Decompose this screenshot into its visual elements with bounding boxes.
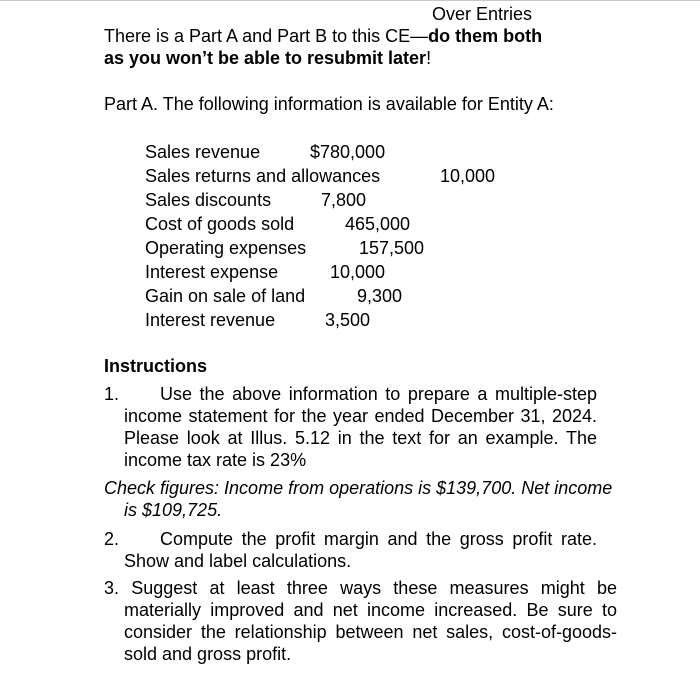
step-2-number: 2. bbox=[104, 529, 120, 549]
item-value: 10,000 bbox=[440, 166, 496, 186]
step-3-text: 3. Suggest at least three ways these measures might be materially improved and net income increased. Be sure to consider the relationship between net sales, cost-of-goods-sold and gross profit. bbox=[104, 578, 617, 664]
step-1-text: Use the above information to prepare a multiple-step income statement for the year ended December 31, 2024. Please look at Illus. 5.12 in the text for an example. The income tax rate is 23% bbox=[124, 384, 597, 470]
item-label: Gain on sale of land bbox=[145, 286, 306, 306]
item-label: Operating expenses bbox=[145, 238, 307, 258]
item-label: Sales returns and allowances bbox=[145, 166, 381, 186]
item-label: Cost of goods sold bbox=[145, 214, 295, 234]
item-value: 465,000 bbox=[345, 214, 411, 234]
item-label: Sales revenue bbox=[145, 142, 261, 162]
intro-exclamation: ! bbox=[426, 48, 432, 68]
item-value: 3,500 bbox=[325, 310, 371, 330]
instructions-heading: Instructions bbox=[104, 356, 208, 376]
item-value: 10,000 bbox=[330, 262, 386, 282]
intro-emphasis: do them both bbox=[428, 26, 543, 46]
item-label: Interest revenue bbox=[145, 310, 276, 330]
step-2-text: Compute the profit margin and the gross profit rate. Show and label calculations. bbox=[124, 529, 597, 571]
step-1-number: 1. bbox=[104, 384, 120, 404]
check-figures: Check figures: Income from operations is $139,700. Net income is $109,725. bbox=[104, 478, 613, 520]
item-value: 9,300 bbox=[357, 286, 403, 306]
part-a-heading: Part A. The following information is available for Entity A: bbox=[104, 94, 554, 114]
intro-text: There is a Part A and Part B to this CE— bbox=[104, 26, 429, 46]
item-value: 157,500 bbox=[359, 238, 425, 258]
item-value: $780,000 bbox=[310, 142, 386, 162]
item-label: Sales discounts bbox=[145, 190, 272, 210]
item-label: Interest expense bbox=[145, 262, 279, 282]
item-value: 7,800 bbox=[321, 190, 367, 210]
page-header: Over Entries bbox=[432, 4, 533, 24]
intro-line-2 bbox=[104, 47, 431, 69]
top-divider bbox=[0, 0, 700, 1]
intro-warning: as you won’t be able to resubmit later bbox=[104, 48, 427, 68]
intro-line-1 bbox=[104, 25, 542, 47]
